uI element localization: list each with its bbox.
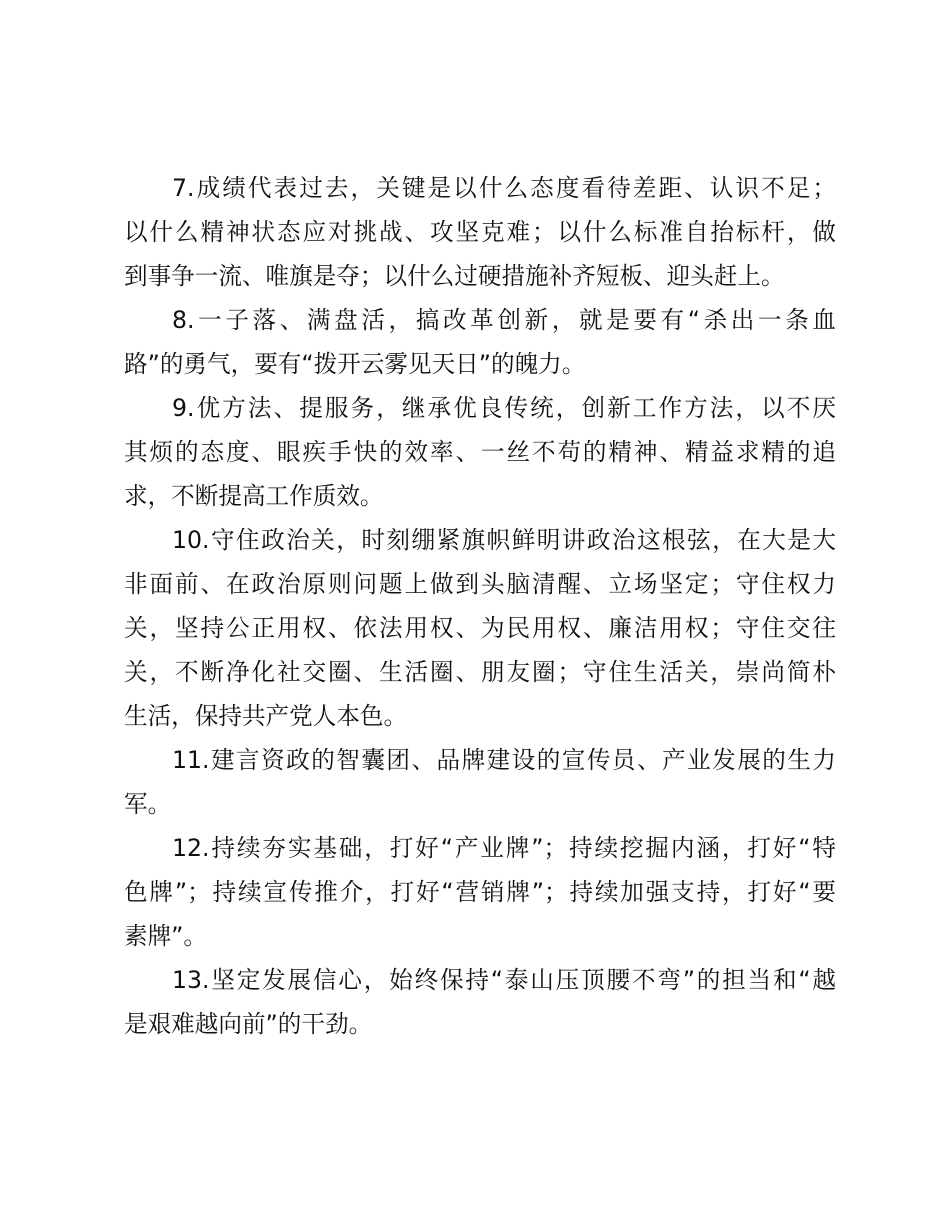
paragraph-7 [124,166,836,298]
paragraph-10 [124,518,836,738]
text-line: 7.成绩代表过去，关键是以什么态度看待差距、认识不足； [172,174,836,202]
document-body [124,166,836,1046]
text-line: 以什么精神状态应对挑战、攻坚克难；以什么标准自抬标杆，做 [124,218,836,246]
text-line: 军。 [124,790,172,818]
text-line: 13.坚定发展信心，始终保持“泰山压顶腰不弯”的担当和“越 [172,966,836,994]
text-line: 生活，保持共产党人本色。 [124,702,408,730]
text-line: 关，坚持公正用权、依法用权、为民用权、廉洁用权；守住交往 [124,614,836,642]
text-line: 非面前、在政治原则问题上做到头脑清醒、立场坚定；守住权力 [124,570,836,598]
text-line: 到事争一流、唯旗是夺；以什么过硬措施补齐短板、迎头赶上。 [124,262,785,290]
text-line: 其烦的态度、眼疾手快的效率、一丝不苟的精神、精益求精的追 [124,438,836,466]
paragraph-9 [124,386,836,518]
text-line: 关，不断净化社交圈、生活圈、朋友圈；守住生活关，崇尚简朴 [124,658,836,686]
text-line: 11.建言资政的智囊团、品牌建设的宣传员、产业发展的生力 [172,746,836,774]
paragraph-8 [124,298,836,386]
text-line: 路”的勇气，要有“拨开云雾见天日”的魄力。 [124,350,586,378]
text-line: 10.守住政治关，时刻绷紧旗帜鲜明讲政治这根弦，在大是大 [172,526,836,554]
paragraph-11 [124,738,836,826]
text-line: 素牌”。 [124,922,208,950]
paragraph-12 [124,826,836,958]
text-line: 8.一子落、满盘活，搞改革创新，就是要有“杀出一条血 [172,306,836,334]
text-line: 12.持续夯实基础，打好“产业牌”；持续挖掘内涵，打好“特 [172,834,836,862]
text-line: 9.优方法、提服务，继承优良传统，创新工作方法，以不厌 [172,394,836,422]
text-line: 求，不断提高工作质效。 [124,482,384,510]
text-line: 是艰难越向前”的干劲。 [124,1010,373,1038]
paragraph-13 [124,958,836,1046]
text-line: 色牌”；持续宣传推介，打好“营销牌”；持续加强支持，打好“要 [124,878,836,906]
